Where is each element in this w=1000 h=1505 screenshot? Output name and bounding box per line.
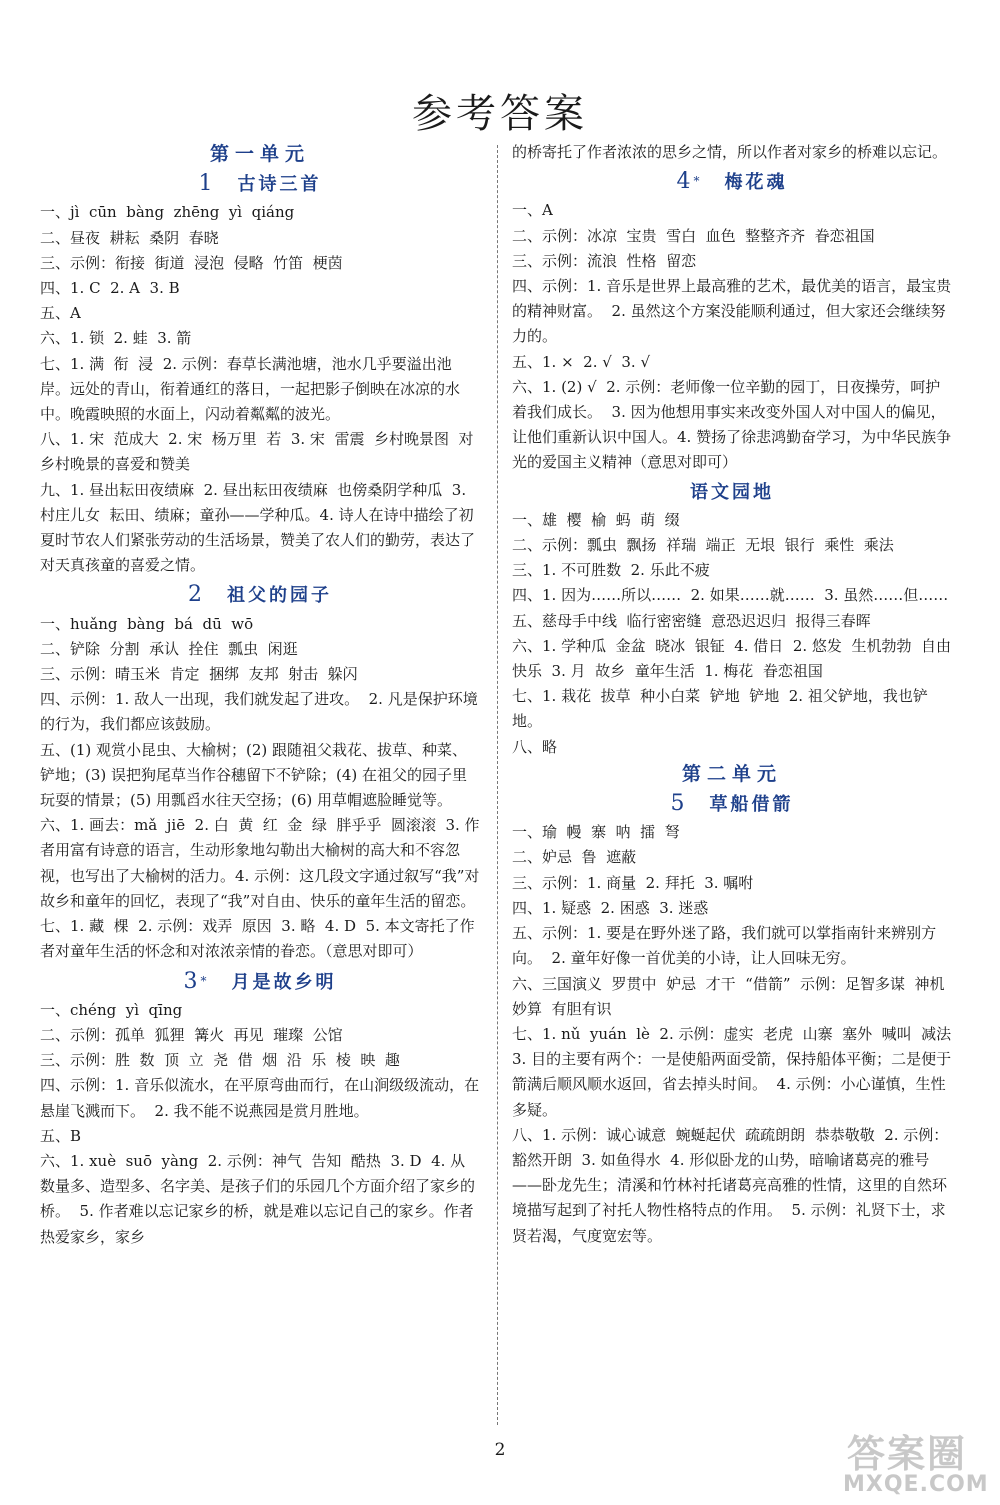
lesson-number: 3* (183, 968, 210, 994)
answer-line: 五、1. × 2. √ 3. √ (512, 352, 650, 371)
lesson-heading (40, 969, 480, 995)
answer-line: 四、示例：1. 音乐似流水，在平原弯曲而行，在山涧级级流动，在悬崖飞溅而下。 2. 我不能不说燕园是赏月胜地。 (40, 1076, 480, 1120)
page-number: 2 (494, 1440, 506, 1460)
optional-lesson-mark: * (200, 973, 210, 988)
answer-line: 的桥寄托了作者浓浓的思乡之情，所以作者对家乡的桥难以忘记。 (512, 143, 948, 161)
lesson-title: 古诗三首 (237, 174, 322, 196)
answer-line: 二、示例：孤单 狐狸 篝火 再见 璀璨 公馆 (40, 1025, 343, 1044)
answer-line: 六、1. xuè suō yàng 2. 示例：神气 告知 酷热 3. D 4. 从数量多、造型多、名字美、是孩子们的乐园几个方面介绍了家乡的桥。 5. 作者难以忘记家乡的桥，就是难以忘记自己的家乡。作者热爱家乡，家乡 (40, 1151, 476, 1246)
unit-heading: 第二单元 (681, 762, 782, 785)
optional-lesson-mark: * (693, 174, 703, 189)
answer-line: 五、示例：1. 要是在野外迷了路，我们就可以掌指南针来辨别方向。 2. 童年好像一首优美的小诗，让人回味无穷。 (512, 924, 937, 968)
right-column (512, 140, 961, 1249)
answer-line: 一、雄 樱 榆 蚂 萌 缀 (512, 510, 680, 529)
answer-line: 六、1. 学种瓜 金盆 晓冰 银钲 4. 借日 2. 悠发 生机勃勃 自由快乐 3. 月 故乡 童年生活 1. 梅花 眷恋祖国 (512, 636, 951, 681)
page-title: 参考答案 (412, 91, 588, 137)
watermark-logo (841, 1423, 989, 1497)
answer-line: 八、1. 示例：诚心诚意 蜿蜒起伏 疏疏朗朗 恭恭敬敬 2. 示例：豁然开朗 3. 如鱼得水 4. 形似卧龙的山势，暗喻诸葛亮的雅号——卧龙先生；清溪和竹林衬托诸葛亮高雅的性情，这里的自然环境描写起到了衬托人物性格特点的作用。 5. 示例：礼贤下士，求贤若渴，气度宽宏等。 (512, 1125, 949, 1245)
answer-line: 一、chéng yì qīng (40, 1000, 183, 1019)
answer-line: 六、1. (2) √ 2. 示例：老师像一位辛勤的园丁，日夜操劳，呵护着我们成长。 3. 因为他想用事实来改变外国人对中国人的偏见，让他们重新认识中国人。4. 赞扬了徐悲鸿勤奋学习，为中华民族争光的爱国主义精神（意思对即可） (512, 377, 952, 472)
answer-line: 五、A (40, 304, 81, 323)
answer-line: 三、示例：胜 数 顶 立 尧 借 烟 沿 乐 棱 映 趣 (40, 1051, 400, 1070)
watermark-url: MXQE.COM (843, 1472, 989, 1497)
unit-heading: 第一单元 (209, 143, 310, 165)
answer-line: 七、1. 栽花 拔草 种小白菜 铲地 铲地 2. 祖父铲地，我也铲地。 (512, 687, 928, 731)
answer-line: 五、慈母手中线 临行密密缝 意恐迟迟归 报得三春晖 (512, 611, 871, 630)
answer-line: 一、jì cūn bàng zhēng yì qiáng (40, 203, 295, 222)
answer-line: 五、B (40, 1126, 82, 1145)
answer-line: 二、昼夜 耕耘 桑阴 春晓 (40, 228, 219, 247)
answer-line: 八、略 (512, 737, 558, 756)
answer-line: 一、huǎng bàng bá dū wō (40, 614, 254, 633)
lesson-heading (512, 480, 952, 505)
answer-line: 六、1. 画去：mǎ jiē 2. 白 黄 红 金 绿 胖乎乎 圆滚滚 3. 作者用富有诗意的语言，生动形象地勾勒出大榆树的高大和不容忽视，也写出了大榆树的活力。4. 示例：这几段文字通过叙写“我”对故乡和童年的回忆，表现了“我”对自由、快乐的童年生活的留恋。 (40, 816, 480, 910)
lesson-number: 2 (188, 582, 205, 608)
answer-line: 三、示例：衔接 街道 浸泡 侵略 竹笛 梗茵 (40, 253, 343, 272)
lesson-heading (512, 169, 952, 195)
answer-line: 四、示例：1. 敌人一出现，我们就发起了进攻。 2. 凡是保护环境的行为，我们都应该鼓励。 (40, 690, 478, 734)
answer-line: 三、1. 不可胜数 2. 乐此不疲 (512, 561, 710, 580)
answer-line: 二、铲除 分割 承认 拴住 瓢虫 闲逛 (40, 639, 298, 658)
answer-line: 七、1. nǔ yuán lè 2. 示例：虚实 老虎 山寨 塞外 喊叫 减法 3. 目的主要有两个：一是使船两面受箭，保持船体平衡；二是便于箭满后顺风顺水返回，省去掉头时间。 4. 示例：小心谨慎，生性多疑。 (512, 1024, 961, 1119)
lesson-number: 1 (198, 171, 216, 197)
answer-line: 二、示例：瓢虫 飘扬 祥瑞 端正 无垠 银行 乘性 乘法 (512, 536, 894, 555)
lesson-heading (40, 171, 480, 197)
answer-line: 一、瑜 幔 寨 呐 擂 弩 (512, 823, 680, 842)
answer-line: 四、1. 因为……所以…… 2. 如果……就…… 3. 虽然……但…… (512, 586, 949, 605)
answer-line: 三、示例：1. 商量 2. 拜托 3. 嘱咐 (512, 873, 754, 892)
answer-line: 六、三国演义 罗贯中 妒忌 才干 “借箭” 示例：足智多谋 神机妙算 有胆有识 (512, 974, 945, 1018)
lesson-title: 语文园地 (690, 481, 774, 503)
answer-line: 三、示例：流浪 性格 留恋 (512, 251, 697, 270)
lesson-number: 4* (676, 169, 703, 195)
watermark-text: 答案圈 (847, 1432, 968, 1476)
lesson-number: 5 (670, 791, 688, 817)
lesson-title: 祖父的园子 (227, 585, 332, 607)
answer-line: 四、1. C 2. A 3. B (40, 279, 180, 298)
lesson-title: 月是故乡明 (231, 971, 337, 993)
lesson-title: 梅花魂 (724, 172, 788, 194)
answer-line: 七、1. 满 衔 浸 2. 示例：春草长满池塘，池水几乎要溢出池岸。远处的青山，衔着通红的落日，一起把影子倒映在冰凉的水中。晚霞映照的水面上，闪动着粼粼的波光。 (40, 354, 461, 424)
answer-line: 七、1. 藏 棵 2. 示例：戏弄 原因 3. 略 4. D 5. 本文寄托了作者对童年生活的怀念和对浓浓亲情的眷恋。（意思对即可） (40, 917, 475, 961)
answer-line: 四、1. 疑惑 2. 困惑 3. 迷惑 (512, 898, 709, 917)
left-column (40, 140, 480, 1250)
lesson-heading (40, 582, 480, 608)
answer-line: 四、示例：1. 音乐是世界上最高雅的艺术，最优美的语言，最宝贵的精神财富。 2. 虽然这个方案没能顺利通过，但大家还会继续努力的。 (512, 277, 952, 346)
answer-line: 八、1. 宋 范成大 2. 宋 杨万里 若 3. 宋 雷震 乡村晚景图 对乡村晚景的喜爱和赞美 (40, 430, 474, 474)
answer-line: 五、(1) 观赏小昆虫、大榆树；(2) 跟随祖父栽花、拔草、种菜、铲地；(3) 误把狗尾草当作谷穗留下不铲除；(4) 在祖父的园子里玩耍的情景；(5) 用瓢舀水往天空扬；(6) 用草帽遮脸睡觉等。 (40, 740, 468, 810)
answer-line: 三、示例：晴玉米 肯定 捆绑 友邦 射击 躲闪 (40, 665, 358, 684)
answer-line: 二、妒忌 鲁 遮蔽 (512, 848, 637, 867)
answer-line: 九、1. 昼出耘田夜绩麻 2. 昼出耘田夜绩麻 也傍桑阴学种瓜 3. 村庄儿女 耘田、绩麻；童孙——学种瓜。4. 诗人在诗中描绘了初夏时节农人们紧张劳动的生活场景，赞美了农人们的勤劳，表达了对天真孩童的喜爱之情。 (40, 480, 476, 575)
lesson-heading (512, 791, 952, 817)
answer-line: 一、A (512, 201, 553, 220)
answer-line: 二、示例：冰凉 宝贵 雪白 血色 整整齐齐 眷恋祖国 (512, 226, 875, 245)
lesson-title: 草船借箭 (709, 794, 794, 816)
column-divider (497, 145, 499, 1425)
answer-line: 六、1. 锁 2. 蛙 3. 箭 (40, 329, 192, 348)
